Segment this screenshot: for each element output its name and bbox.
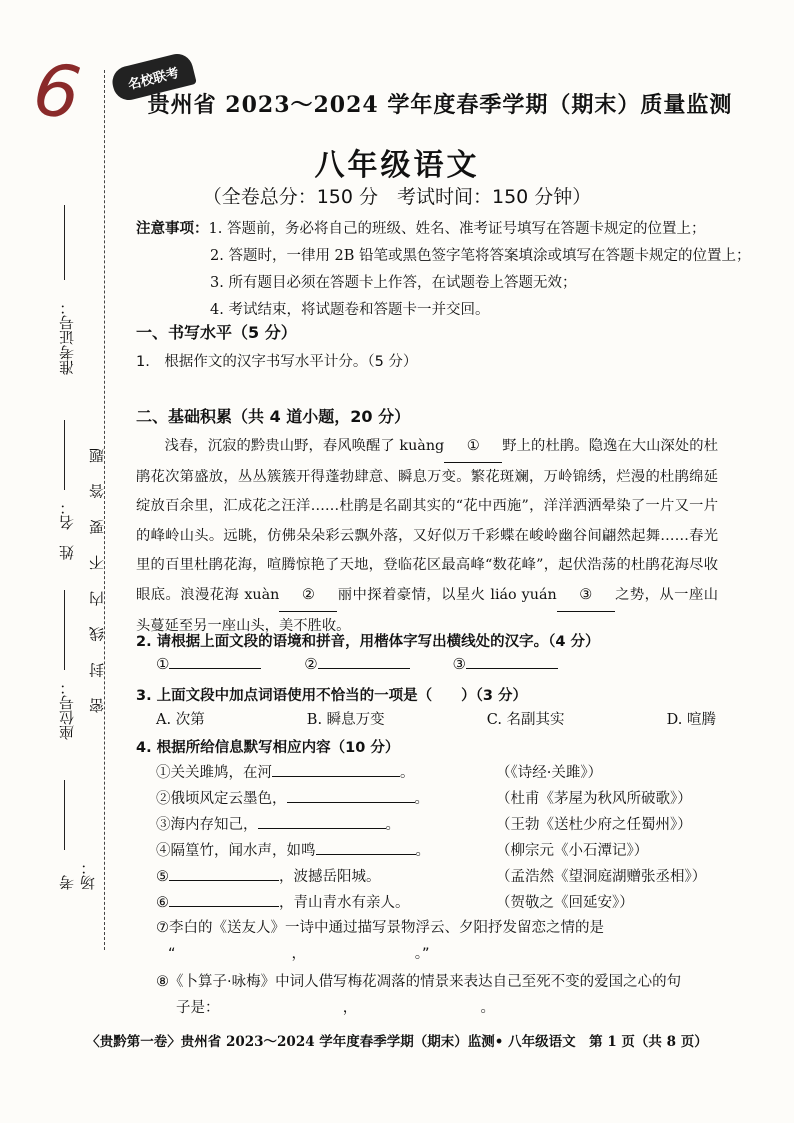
section-1-title: 一、书写水平（5 分） — [136, 323, 297, 342]
question-4-8-answer: 子是： ， 。 — [176, 1000, 495, 1016]
poem-row — [156, 834, 716, 860]
poem-row — [156, 808, 716, 834]
poem-source: （《诗经·关雎》） — [496, 765, 603, 781]
grade-mark: 6 — [28, 46, 86, 136]
blank-1: ① — [444, 432, 502, 463]
option-a: A. 次第 — [156, 712, 205, 728]
note-item: 1. 答题前，务必将自己的班级、姓名、准考证号填写在答题卡规定的位置上； — [208, 221, 706, 237]
question-4-7-answer: “ ， 。” — [168, 946, 430, 962]
exam-no-line[interactable] — [64, 205, 65, 280]
poem-post: 。 — [385, 817, 400, 833]
exam-no-label: 准考证号： — [58, 300, 76, 375]
q3-options — [156, 708, 716, 729]
q2-answer-row — [156, 655, 596, 673]
poem-blank[interactable] — [272, 776, 400, 777]
poem-post: 。 — [400, 765, 415, 781]
subject-title: 八年级语文 — [314, 148, 480, 183]
q2-mark: ① — [156, 655, 170, 673]
note-item: 4. 考试结束，将试题卷和答题卡一并交回。 — [210, 302, 490, 318]
seat-line[interactable] — [64, 590, 65, 670]
poem-row — [156, 860, 716, 886]
poem-source: （孟浩然《望洞庭湖赠张丞相》） — [496, 869, 707, 885]
name-line[interactable] — [64, 420, 65, 490]
option-b: B. 瞬息万变 — [306, 712, 385, 728]
poem-pre: ③海内存知己， — [156, 817, 258, 833]
option-d: D. 喧腾 — [666, 712, 716, 728]
poem-pre: ①关关雎鸠，在河 — [156, 765, 272, 781]
poem-blank[interactable] — [316, 854, 416, 855]
page-footer: 〈贵黔第一卷〉贵州省 2023～2024 学年度春季学期（期末）监测• 八年级语文 第 1 页（共 8 页） — [86, 1034, 708, 1050]
room-label: 考 场： — [58, 860, 97, 890]
score-line: （全卷总分：150 分 考试时间：150 分钟） — [202, 186, 592, 208]
room-line[interactable] — [64, 780, 65, 850]
poem-pre: ⑤ — [156, 869, 169, 885]
poem-blank[interactable] — [258, 828, 386, 829]
notes-label: 注意事项： — [136, 220, 209, 237]
poem-blank[interactable] — [287, 802, 415, 803]
poem-pre: ⑥ — [156, 895, 169, 911]
poem-blank[interactable] — [169, 880, 279, 881]
poem-blank[interactable] — [169, 906, 279, 907]
note-item: 2. 答题时，一律用 2B 铅笔或黑色签字笔将答案填涂或填写在答题卡规定的位置上； — [210, 248, 751, 264]
poem-source: （贺敬之《回延安》） — [496, 895, 634, 911]
q2-answer-line[interactable] — [466, 668, 558, 669]
blank-3: ③ — [557, 581, 615, 612]
section-2-title: 二、基础积累（共 4 道小题，20 分） — [136, 407, 411, 426]
poem-source: （王勃《送杜少府之任蜀州》） — [496, 817, 692, 833]
poem-post: ，青山青水有亲人。 — [279, 895, 410, 911]
q2-mark: ③ — [452, 655, 466, 673]
seat-label: 座位号： — [58, 680, 76, 740]
notes-block — [136, 215, 756, 324]
seal-text: 密 封 线 内 不 要 答 题 — [88, 440, 106, 714]
reading-passage — [136, 432, 718, 641]
poem-source: （杜甫《茅屋为秋风所破歌》） — [496, 791, 692, 807]
passage-text: 浅春，沉寂的黔贵山野，春风唤醒了 kuàng — [164, 438, 445, 454]
poem-pre: ②俄顷风定云墨色， — [156, 791, 287, 807]
question-4: 4. 根据所给信息默写相应内容（10 分） — [136, 740, 400, 756]
poem-row — [156, 756, 716, 782]
passage-text: 之势，从一座山头蔓延至另一座山头，美不胜收。 — [136, 586, 718, 634]
note-item: 3. 所有题目必须在答题卡上作答，在试题卷上答题无效； — [210, 275, 577, 291]
exam-badge: 名校联考 — [109, 51, 197, 104]
passage-text: 丽中探着豪情，以星火 liáo yuán — [337, 586, 557, 603]
q2-mark: ② — [304, 655, 318, 673]
question-2: 2. 请根据上面文段的语境和拼音，用楷体字写出横线处的汉字。（4 分） — [136, 634, 600, 650]
question-1: 1. 根据作文的汉字书写水平计分。（5 分） — [136, 354, 418, 370]
blank-2: ② — [279, 581, 337, 612]
passage-text: 野上的杜鹃。隐逸在大山深处的杜鹃花次第盛放，丛丛簇簇开得蓬勃肆意、瞬息万变。繁花斑斓，万岭锦绣，烂漫的杜鹃绵延绽放百余里，汇成花之汪洋……杜鹃是名副其实的“花中西施”，洋洋洒洒晕染了一片又一片的峰岭山头。远眺，仿佛朵朵彩云飘外落，又好似万千彩蝶在峻岭幽谷间翩然起舞……春光里的百里杜鹃花海，喧腾惊艳了天地，登临花区最高峰“数花峰”，起伏浩荡的杜鹃花海尽收眼底。浪漫花海 xuàn — [136, 438, 718, 603]
poem-row — [156, 782, 716, 808]
question-4-7: ⑦李白的《送友人》一诗中通过描写景物浮云、夕阳抒发留恋之情的是 — [156, 920, 604, 936]
page-title: 贵州省 2023～2024 学年度春季学期（期末）质量监测 — [147, 92, 733, 118]
poem-post: 。 — [415, 843, 430, 859]
option-c: C. 名副其实 — [486, 712, 565, 728]
poem-pre: ④隔篁竹，闻水声，如鸣 — [156, 843, 316, 859]
poem-row — [156, 886, 716, 912]
question-4-8: ⑧《卜算子·咏梅》中词人借写梅花凋落的情景来表达自己至死不变的爱国之心的句 — [156, 974, 682, 990]
poem-post: 。 — [414, 791, 429, 807]
poem-source: （柳宗元《小石潭记》） — [496, 843, 649, 859]
poem-post: ，波撼岳阳城。 — [279, 869, 381, 885]
q2-answer-line[interactable] — [318, 668, 410, 669]
name-label: 姓 名： — [58, 500, 76, 560]
q2-answer-line[interactable] — [169, 668, 261, 669]
question-3: 3. 上面文段中加点词语使用不恰当的一项是（ ）（3 分） — [136, 688, 528, 704]
